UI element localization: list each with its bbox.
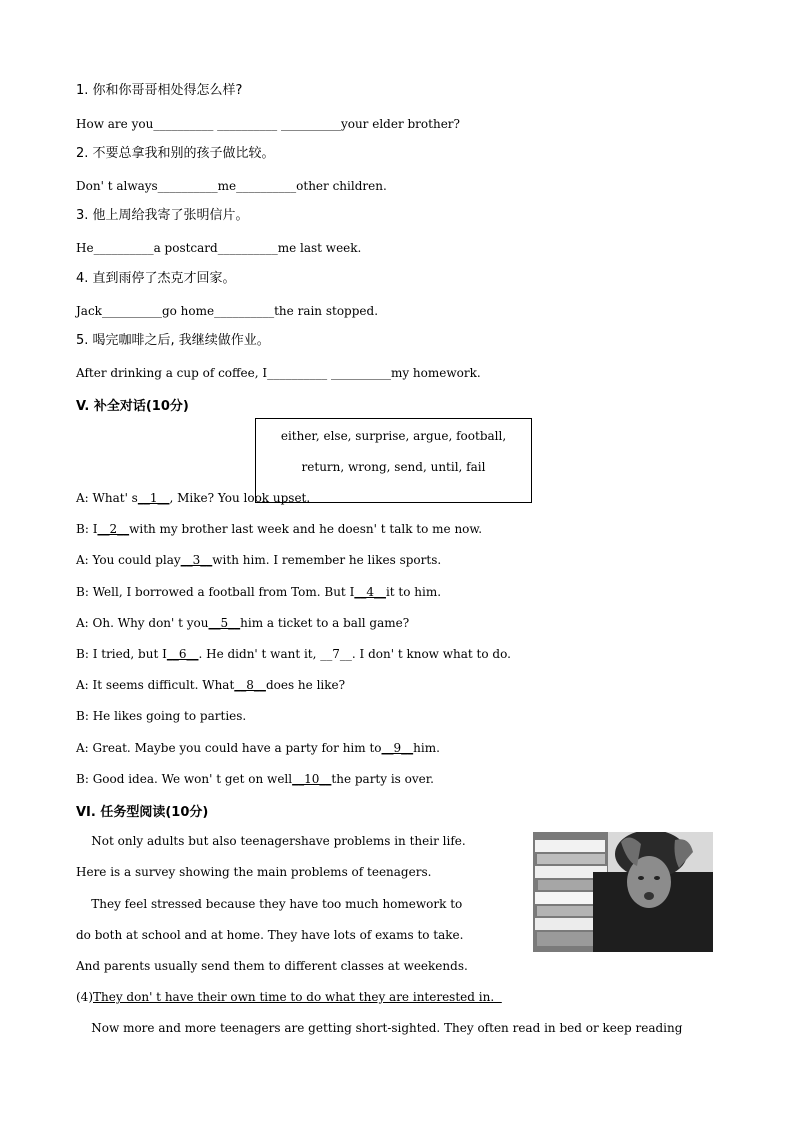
dialogue-text: him a ticket to a ball game? — [240, 616, 410, 630]
section6-heading: VI. 任务型阅读(10分) — [76, 805, 209, 820]
dialogue-text: the party is over. — [331, 772, 434, 786]
word-box-row-1: either, else, surprise, argue, football, — [280, 429, 507, 443]
dialogue-text: It seems difficult. What — [88, 678, 235, 692]
speaker: B: — [76, 772, 89, 786]
speaker: A: — [76, 678, 89, 692]
passage-line: Not only adults but also teenagershave problems in their life. — [76, 834, 466, 848]
dialogue-text: I — [88, 522, 98, 536]
task-item-sentence: They don' t have their own time to do what they are interested in. — [93, 990, 502, 1004]
dialogue-text: Great. Maybe you could have a party for him to — [88, 741, 382, 755]
dialogue-text: him. — [413, 741, 440, 755]
dialogue-text: , Mike? You look upset. — [169, 491, 311, 505]
dialogue-text: it to him. — [385, 585, 442, 599]
dialogue-text: You could play — [88, 553, 181, 567]
passage-line: do both at school and at home. They have lots of exams to take. — [76, 928, 464, 942]
passage-line: They feel stressed because they have too much homework to — [76, 897, 463, 911]
dialogue-text: What' s — [88, 491, 138, 505]
section5-heading: V. 补全对话(10分) — [76, 399, 189, 414]
speaker: A: — [76, 491, 89, 505]
q1-english: How are you__________ __________ __________your elder brother? — [76, 117, 460, 131]
q2-chinese: 2. 不要总拿我和别的孩子做比较。 — [76, 146, 275, 161]
blank: __10__ — [292, 772, 332, 786]
speaker: A: — [76, 553, 89, 567]
dialogue-text: He likes going to parties. — [88, 709, 247, 723]
dialogue-text: Well, I borrowed a football from Tom. But I — [88, 585, 355, 599]
passage-line: And parents usually send them to different classes at weekends. — [76, 959, 468, 973]
dialogue-text: with him. I remember he likes sports. — [212, 553, 442, 567]
dialogue-text: I tried, but I — [88, 647, 167, 661]
blank: __4__ — [354, 585, 386, 599]
blank: __6__ — [166, 647, 199, 661]
passage-line: Here is a survey showing the main problems of teenagers. — [76, 865, 432, 879]
task-item-4 — [76, 989, 502, 1005]
q3-chinese: 3. 他上周给我寄了张明信片。 — [76, 208, 249, 223]
q2-english: Don' t always__________me__________other children. — [76, 179, 387, 193]
dialogue-line — [76, 708, 246, 724]
speaker: B: — [76, 647, 89, 661]
dialogue-line — [76, 615, 409, 631]
dialogue-text: does he like? — [265, 678, 346, 692]
passage-line: Now more and more teenagers are getting short-sighted. They often read in bed or keep reading — [76, 1021, 683, 1035]
q1-chinese: 1. 你和你哥哥相处得怎么样? — [76, 83, 243, 98]
dialogue-line — [76, 490, 310, 506]
speaker: A: — [76, 616, 89, 630]
speaker: A: — [76, 741, 89, 755]
dialogue-line — [76, 740, 440, 756]
speaker: B: — [76, 522, 89, 536]
dialogue-text: Good idea. We won' t get on well — [88, 772, 293, 786]
dialogue-line — [76, 646, 511, 662]
q5-chinese: 5. 喝完咖啡之后, 我继续做作业。 — [76, 333, 270, 348]
stressed-teen-photo — [533, 832, 713, 952]
dialogue-text: with my brother last week and he doesn' t talk to me now. — [129, 522, 483, 536]
dialogue-text: Oh. Why don' t you — [88, 616, 209, 630]
blank: __2__ — [97, 522, 130, 536]
dialogue-line — [76, 552, 441, 568]
q5-english: After drinking a cup of coffee, I__________ __________my homework. — [76, 366, 481, 380]
blank: __1__ — [137, 491, 170, 505]
q3-english: He__________a postcard__________me last week. — [76, 241, 362, 255]
blank: __9__ — [381, 741, 414, 755]
speaker: B: — [76, 585, 89, 599]
q4-chinese: 4. 直到雨停了杰克才回家。 — [76, 271, 236, 286]
dialogue-line — [76, 521, 482, 537]
speaker: B: — [76, 709, 89, 723]
word-box-row-2: return, wrong, send, until, fail — [301, 460, 486, 474]
blank: __8__ — [234, 678, 266, 692]
blank: __3__ — [180, 553, 213, 567]
dialogue-text: . He didn' t want it, __7__. I don' t know what to do. — [198, 647, 511, 661]
dialogue-line — [76, 677, 345, 693]
dialogue-line — [76, 771, 434, 787]
dialogue-line — [76, 584, 441, 600]
blank: __5__ — [208, 616, 241, 630]
q4-english: Jack__________go home__________the rain stopped. — [76, 304, 379, 318]
task-item-number: (4) — [76, 990, 93, 1004]
